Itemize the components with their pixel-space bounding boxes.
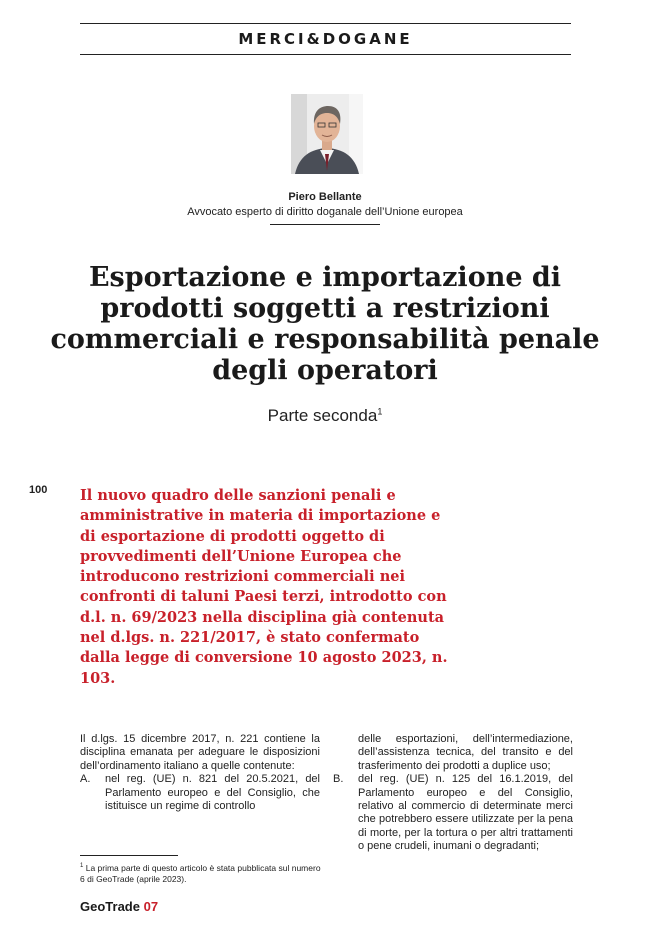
list-marker-a: A. — [80, 773, 91, 786]
section-title: MERCI&DOGANE — [238, 30, 413, 48]
footnote — [80, 861, 325, 886]
issue-number: 07 — [143, 899, 159, 914]
subtitle-footnote-ref: 1 — [377, 406, 383, 417]
list-item-b-text: del reg. (UE) n. 125 del 16.1.2019, del Parlamento europeo e del Consiglio, relativo al commercio di determinate merci che potrebbero essere utilizzate per la pena di morte, per la tortura o per altri trattamenti o pene crudeli, inumani o degradanti; — [358, 773, 573, 853]
article-lead: Il nuovo quadro delle sanzioni penali e amministrative in materia di importazione e di esportazione di prodotti oggetto di provvedimenti dell’Unione Europea che introducono restrizioni commerciali nei confronti di taluni Paesi terzi, introdotto con d.l. n. 69/2023 nella disciplina già contenuta nel d.lgs. n. 221/2017, è stato confermato dalla legge di conversione 10 agosto 2023, n. 103. — [80, 487, 448, 687]
header-top-rule — [80, 23, 571, 24]
subtitle-text: Parte seconda — [267, 406, 378, 425]
list-item-b — [333, 773, 573, 853]
list-item-a-text-continued: delle esportazioni, dell’intermediazione, dell’assistenza tecnica, del transito e del trasferimento dei prodotti a duplice uso; — [358, 733, 573, 772]
footnote-marker: 1 — [80, 863, 84, 869]
magazine-brand — [80, 899, 158, 914]
brand-name: GeoTrade — [80, 899, 140, 914]
author-divider — [270, 224, 380, 225]
author-name: Piero Bellante — [288, 191, 362, 203]
body-column-left — [80, 733, 320, 813]
footnote-rule — [80, 855, 178, 856]
footnote-text: La prima parte di questo articolo è stata pubblicata sul numero 6 di GeoTrade (aprile 2023). — [80, 862, 321, 885]
body-column-right — [333, 733, 573, 854]
author-role: Avvocato esperto di diritto doganale dell’Unione europea — [187, 206, 463, 218]
list-marker-b: B. — [333, 773, 344, 786]
body-intro: Il d.lgs. 15 dicembre 2017, n. 221 contiene la disciplina emanata per adeguare le disposizioni dell’ordinamento italiano a quelle contenute: — [80, 733, 320, 772]
list-item-a-continued — [333, 733, 573, 773]
article-title: Esportazione e importazione di prodotti soggetti a restrizioni commerciali e responsabilità penale degli operatori — [50, 262, 600, 386]
header-bottom-rule — [80, 54, 571, 55]
article-subtitle — [0, 406, 650, 426]
page-number: 100 — [29, 484, 48, 496]
list-item-a-text: nel reg. (UE) n. 821 del 20.5.2021, del Parlamento europeo e del Consiglio, che istituisce un regime di controllo — [105, 773, 320, 813]
list-item-a — [80, 773, 320, 813]
author-photo — [291, 94, 363, 174]
